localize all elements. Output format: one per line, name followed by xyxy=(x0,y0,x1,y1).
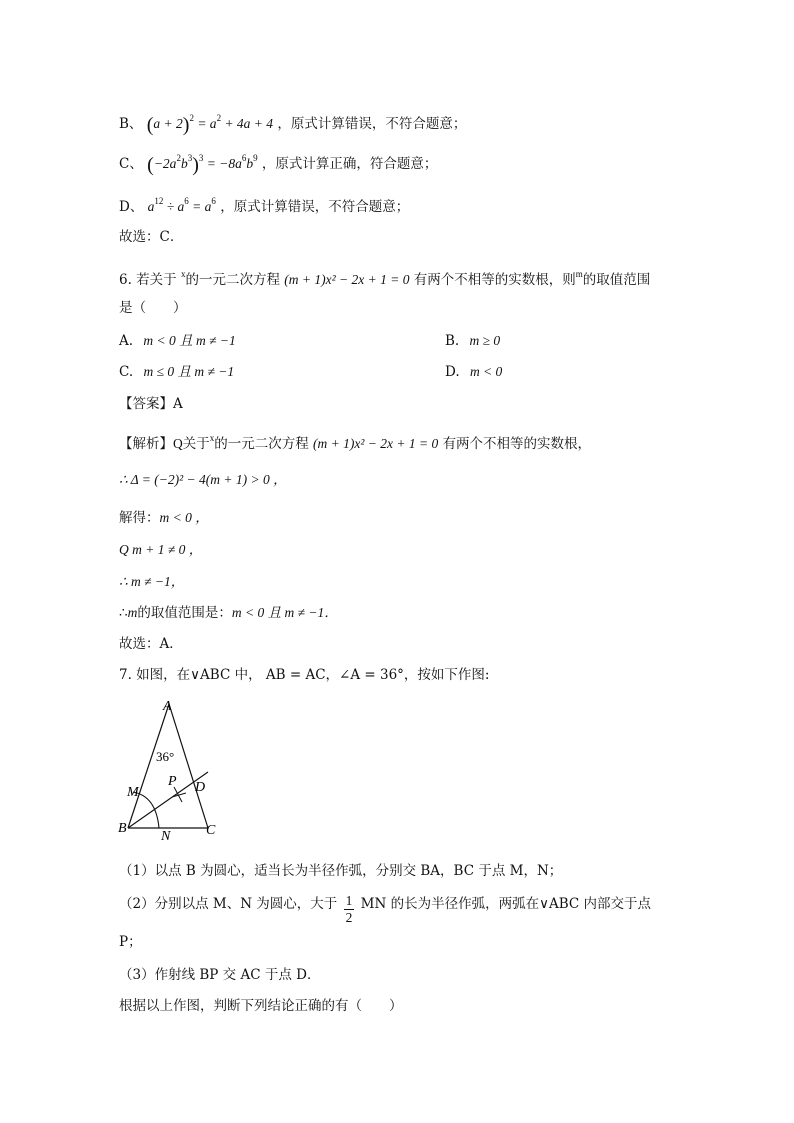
option-b-formula: $(a + 2)^2 = a^2 + 4a + 4$ xyxy=(146,113,274,136)
q7-step-1: （1）以点 B 为圆心，适当长为半径作弧，分别交 BA，BC 于点 M，N； xyxy=(119,863,563,879)
q6-option-a[interactable] xyxy=(119,331,236,351)
q7-step-2-cont: P； xyxy=(119,934,142,950)
q6-option-a-label: A. xyxy=(119,333,134,349)
label-d: D xyxy=(195,780,206,795)
q6-number: 6. 若关于 xyxy=(119,272,177,288)
option-c-formula: $(-2a^2b^3)^3 = -8a^6b^9$ xyxy=(147,153,258,176)
option-c-line xyxy=(119,148,437,175)
q6-analysis-4: Q m + 1 ≠ 0 ， xyxy=(119,542,203,557)
q6-answer: 【答案】A xyxy=(119,396,183,412)
q6-analysis-5: ∴ m ≠ −1， xyxy=(119,574,185,589)
q7-step-2 xyxy=(119,893,651,926)
q6-stem xyxy=(119,264,650,290)
analysis-label: 【解析】 xyxy=(119,436,173,452)
because-symbol: Q xyxy=(173,436,183,451)
q6-analysis-6 xyxy=(119,603,338,623)
range-text: 的取值范围是： xyxy=(137,605,232,621)
label-c: C xyxy=(206,823,216,838)
q6-option-c-label: C. xyxy=(119,364,134,380)
option-d-comment: ，原式计算错误，不符合题意； xyxy=(220,199,410,215)
analysis-text-2: 的一元二次方程 xyxy=(214,436,309,452)
q6-final-answer: 故选：A． xyxy=(119,636,183,652)
q6-m-var: m xyxy=(575,269,583,279)
option-d-line xyxy=(119,191,409,217)
angle-label: 36° xyxy=(156,749,175,764)
label-p: P xyxy=(168,774,177,789)
q5-answer: 故选：C． xyxy=(119,229,184,245)
range-m-var: m xyxy=(127,605,138,620)
q6-option-b-label: B. xyxy=(445,333,460,349)
triangle-figure xyxy=(112,690,232,850)
label-b: B xyxy=(118,821,127,836)
q6-analysis-2: ∴ Δ = (−2)² − 4(m + 1) > 0 ， xyxy=(119,472,287,487)
analysis-text-3: 有两个不相等的实数根， xyxy=(442,436,592,452)
solve-label: 解得： xyxy=(119,510,160,526)
q6-text-3: 的取值范围 xyxy=(582,272,651,288)
option-b-comment: ，原式计算错误，不符合题意； xyxy=(277,116,467,132)
range-value: m < 0 且 m ≠ −1． xyxy=(231,605,338,620)
q6-text-1: 的一元二次方程 xyxy=(185,272,280,288)
solve-result: m < 0 ， xyxy=(159,510,209,525)
q6-option-d-text: m < 0 xyxy=(469,364,503,379)
q6-option-b[interactable] xyxy=(445,331,500,351)
q6-text-2: 有两个不相等的实数根，则 xyxy=(413,272,576,288)
q6-x-var: x xyxy=(180,269,186,279)
q6-analysis-1 xyxy=(119,428,591,454)
q6-option-b-text: m ≥ 0 xyxy=(469,333,501,348)
analysis-equation: (m + 1)x² − 2x + 1 = 0 xyxy=(313,436,439,451)
fraction-half xyxy=(344,893,355,926)
analysis-x-var: x xyxy=(209,433,215,443)
fraction-numerator: 1 xyxy=(345,893,353,908)
option-d-formula: $a^{12} \div a^6 = a^6$ xyxy=(147,196,216,214)
option-b-line xyxy=(119,108,466,135)
label-m: M xyxy=(127,785,139,800)
q6-analysis-3 xyxy=(119,508,209,528)
q7-question: 根据以上作图，判断下列结论正确的有（ ） xyxy=(119,998,403,1014)
step-2-text-2: MN 的长为半径作弧，两弧在∨ABC 内部交于点 xyxy=(360,896,652,912)
q7-stem: 7. 如图，在∨ABC 中， AB = AC，∠A = 36°，按如下作图: xyxy=(119,667,490,683)
q6-option-a-text: m < 0 且 m ≠ −1 xyxy=(143,333,236,348)
q7-step-3: （3）作射线 BP 交 AC 于点 D． xyxy=(119,967,321,983)
side-ab xyxy=(128,704,169,828)
q6-option-c-text: m ≤ 0 且 m ≠ −1 xyxy=(143,364,235,379)
q6-option-d[interactable] xyxy=(445,362,502,382)
q6-equation: (m + 1)x² − 2x + 1 = 0 xyxy=(284,272,410,287)
option-b-prefix: B、 xyxy=(119,116,143,132)
q6-option-c[interactable] xyxy=(119,362,234,382)
option-d-prefix: D、 xyxy=(119,199,144,215)
side-ac xyxy=(169,704,208,828)
option-c-comment: ，原式计算正确，符合题意； xyxy=(261,156,438,172)
option-c-prefix: C、 xyxy=(119,156,143,172)
analysis-text-1: 关于 xyxy=(182,436,210,452)
therefore-symbol: ∴ xyxy=(119,605,128,621)
q6-stem-cont: 是（ ） xyxy=(119,300,187,316)
step-2-text-1: （2）分别以点 M、N 为圆心，大于 xyxy=(119,896,338,912)
q6-option-d-label: D. xyxy=(445,364,460,380)
fraction-denominator: 2 xyxy=(345,910,353,925)
label-n: N xyxy=(161,829,171,844)
label-a: A xyxy=(163,699,172,714)
